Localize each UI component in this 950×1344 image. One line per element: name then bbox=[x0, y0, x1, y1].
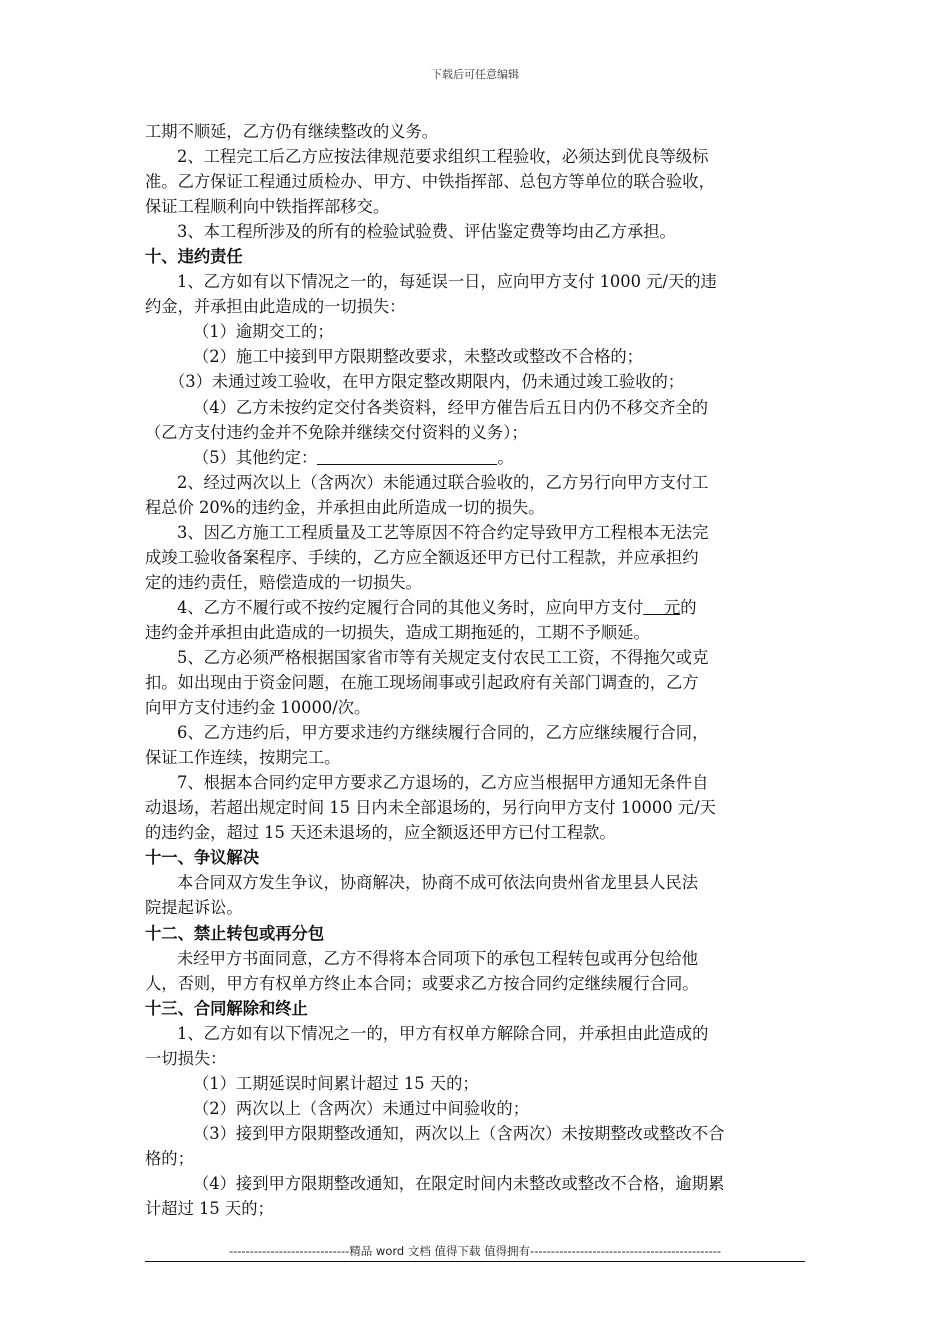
page-footer: -----------------------------精品 word 文档 值得下载 值得拥有---------------------------------------------- bbox=[228, 1244, 722, 1258]
section-heading-11: 十一、争议解决 bbox=[145, 848, 259, 868]
section-heading-13: 十三、合同解除和终止 bbox=[145, 998, 308, 1018]
text-line: 2、工程完工后乙方应按法律规范要求组织工程验收，必须达到优良等级标 bbox=[177, 147, 709, 167]
list-item: （3）接到甲方限期整改通知，两次以上（含两次）未按期整改或整改不合 bbox=[193, 1123, 725, 1143]
text-line: 3、因乙方施工工程质量及工艺等原因不符合约定导致甲方工程根本无法完 bbox=[177, 522, 709, 542]
text-line: 人，否则，甲方有权单方终止本合同；或要求乙方按合同约定继续履行合同。 bbox=[145, 973, 699, 993]
list-item: （3）未通过竣工验收，在甲方限定整改期限内，仍未通过竣工验收的； bbox=[169, 372, 685, 392]
text-line: 2、经过两次以上（含两次）未能通过联合验收的，乙方另行向甲方支付工 bbox=[177, 472, 709, 492]
page-header: 下载后可任意编辑 bbox=[431, 68, 519, 81]
text-line: 5、乙方必须严格根据国家省市等有关规定支付农民工工资，不得拖欠或克 bbox=[177, 647, 709, 667]
amount-blank: 元 bbox=[643, 597, 681, 617]
text-line: 成竣工验收备案程序、手续的，乙方应全额返还甲方已付工程款，并应承担约 bbox=[145, 547, 699, 567]
text-line: （乙方支付违约金并不免除并继续交付资料的义务）； bbox=[145, 422, 528, 442]
text-line: 本合同双方发生争议，协商解决，协商不成可依法向贵州省龙里县人民法 bbox=[177, 873, 699, 893]
text-line: 准。乙方保证工程通过质检办、甲方、中铁指挥部、总包方等单位的联合验收， bbox=[145, 172, 715, 192]
text-line: 1、乙方如有以下情况之一的，甲方有权单方解除合同，并承担由此造成的 bbox=[177, 1023, 709, 1043]
list-item: （2）两次以上（含两次）未通过中间验收的； bbox=[193, 1098, 529, 1118]
text-line: 的违约金，超过 15 天还未退场的，应全额返还甲方已付工程款。 bbox=[145, 823, 616, 843]
text-line: 1、乙方如有以下情况之一的，每延误一日，应向甲方支付 1000 元/天的违 bbox=[177, 272, 717, 292]
text-line: 保证工作连续，按期完工。 bbox=[145, 748, 341, 768]
text-line: 工期不顺延，乙方仍有继续整改的义务。 bbox=[145, 122, 439, 141]
text-line bbox=[145, 595, 813, 620]
footer-divider bbox=[145, 1261, 805, 1262]
blank-field bbox=[317, 448, 497, 465]
period: 。 bbox=[497, 447, 514, 467]
text-line: 程总价 20%的违约金，并承担由此所造成一切的损失。 bbox=[145, 497, 545, 517]
list-item: （1）逾期交工的； bbox=[193, 322, 334, 342]
text-line: 约金，并承担由此造成的一切损失： bbox=[145, 297, 406, 317]
section-heading-10: 十、违约责任 bbox=[145, 247, 243, 267]
text-span: 的 bbox=[680, 597, 697, 617]
text-line: 未经甲方书面同意，乙方不得将本合同项下的承包工程转包或再分包给他 bbox=[177, 948, 699, 968]
list-item: （2）施工中接到甲方限期整改要求，未整改或整改不合格的； bbox=[193, 347, 643, 367]
text-line: 向甲方支付违约金 10000/次。 bbox=[145, 698, 371, 718]
text-line: 计超过 15 天的； bbox=[145, 1199, 274, 1219]
other-terms-label: （5）其他约定： bbox=[193, 447, 318, 467]
list-item: （1）工期延误时间累计超过 15 天的； bbox=[193, 1073, 479, 1093]
text-line: 动退场，若超出规定时间 15 日内未全部退场的，另行向甲方支付 10000 元/天 bbox=[145, 798, 716, 818]
section-heading-12: 十二、禁止转包或再分包 bbox=[145, 923, 325, 943]
text-line: 保证工程顺利向中铁指挥部移交。 bbox=[145, 197, 390, 217]
text-line: 一切损失： bbox=[145, 1048, 227, 1068]
text-line: 院提起诉讼。 bbox=[145, 898, 243, 918]
list-item bbox=[145, 445, 813, 470]
text-line: 定的违约责任，赔偿造成的一切损失。 bbox=[145, 572, 422, 592]
text-line: 3、本工程所涉及的所有的检验试验费、评估鉴定费等均由乙方承担。 bbox=[177, 222, 676, 242]
list-item: （4）接到甲方限期整改通知，在限定时间内未整改或整改不合格，逾期累 bbox=[193, 1173, 725, 1193]
text-line: 6、乙方违约后，甲方要求违约方继续履行合同的，乙方应继续履行合同， bbox=[177, 723, 709, 743]
text-line: 违约金并承担由此造成的一切损失，造成工期拖延的，工期不予顺延。 bbox=[145, 622, 650, 642]
text-line: 7、根据本合同约定甲方要求乙方退场的，乙方应当根据甲方通知无条件自 bbox=[177, 773, 709, 793]
document-body bbox=[145, 119, 813, 1221]
text-line: 格的； bbox=[145, 1148, 194, 1168]
text-line: 扣。如出现由于资金问题，在施工现场闹事或引起政府有关部门调查的，乙方 bbox=[145, 673, 699, 693]
text-span: 4、乙方不履行或不按约定履行合同的其他义务时，应向甲方支付 bbox=[177, 597, 644, 617]
list-item: （4）乙方未按约定交付各类资料，经甲方催告后五日内仍不移交齐全的 bbox=[193, 397, 709, 417]
